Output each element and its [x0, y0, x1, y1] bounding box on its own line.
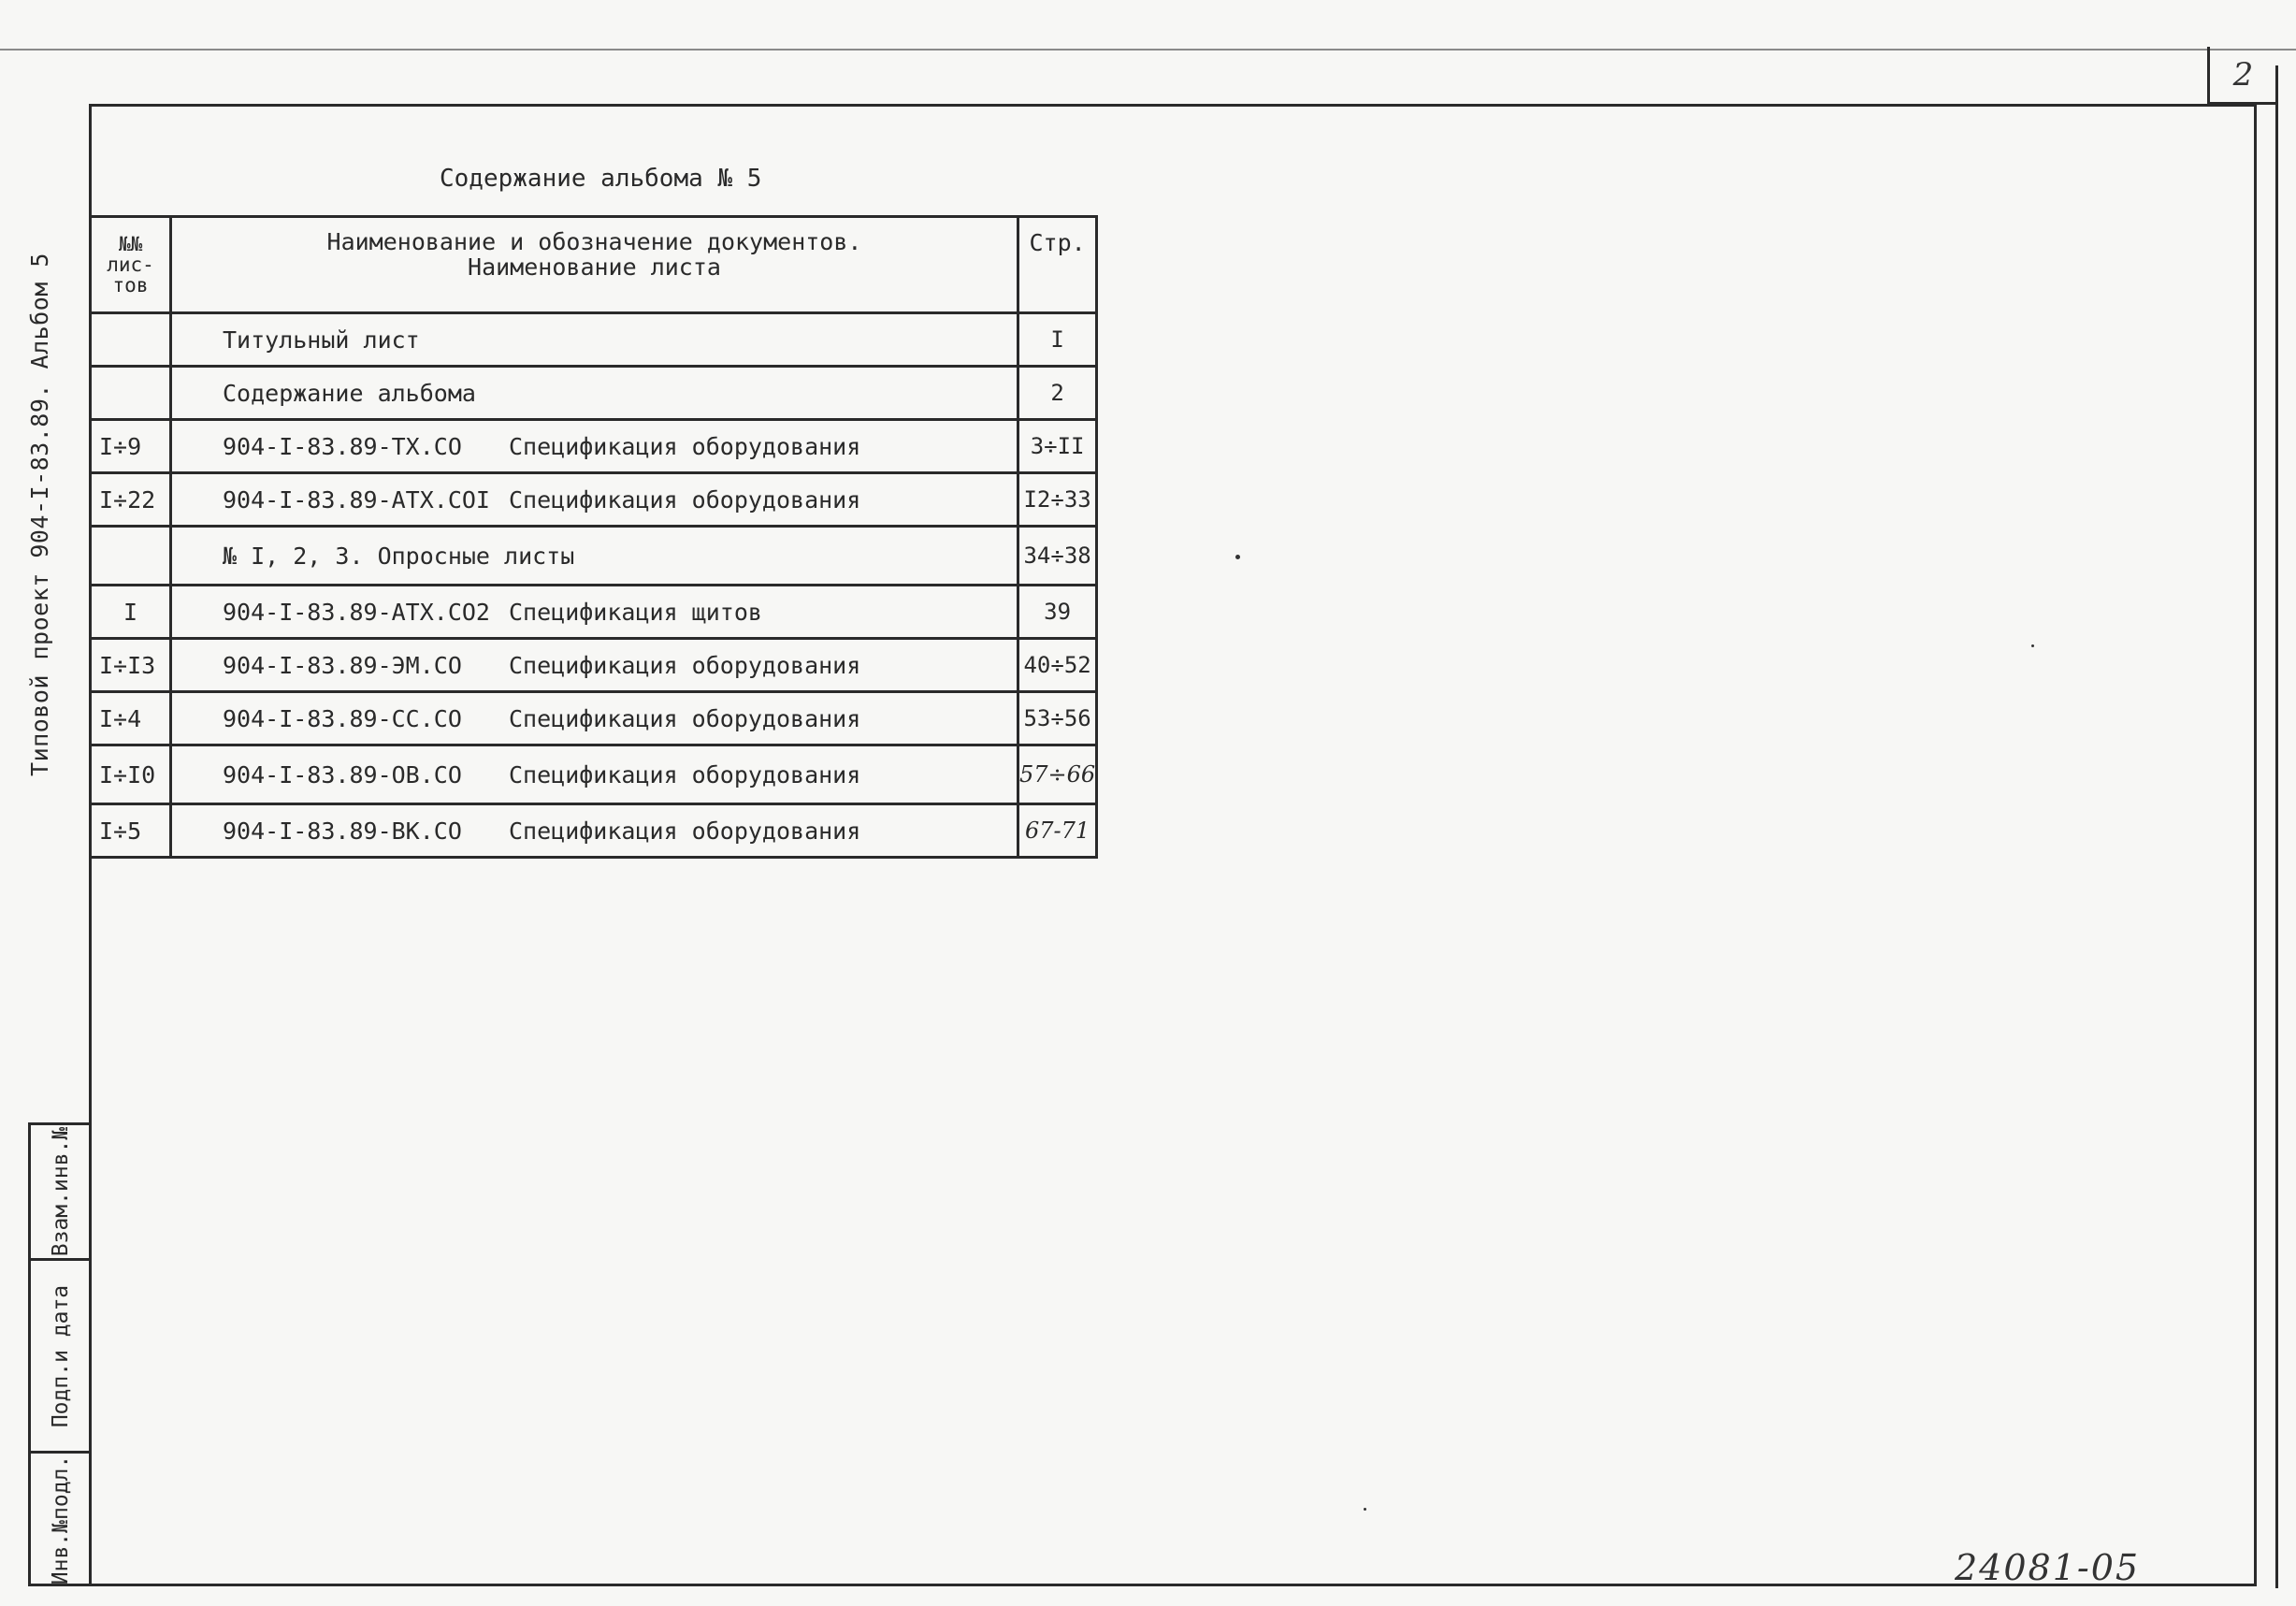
- contents-table: [89, 215, 1098, 859]
- row-name-cell: [171, 745, 1018, 804]
- header-sheet-numbers-line1: №№: [118, 233, 143, 255]
- header-sheet-numbers-line2: лис-: [107, 253, 154, 276]
- row-name-cell: [171, 473, 1018, 527]
- header-sheet-numbers: [91, 217, 171, 313]
- row-page: 34÷38: [1018, 527, 1097, 586]
- row-page: I2÷33: [1018, 473, 1097, 527]
- row-name: Спецификация щитов: [509, 598, 762, 626]
- table-row: [91, 527, 1097, 586]
- row-name: Спецификация оборудования: [509, 760, 861, 789]
- row-name: Спецификация оборудования: [509, 704, 861, 732]
- table-row: [91, 586, 1097, 639]
- row-sheets: [91, 313, 171, 367]
- page-number: 2: [2232, 55, 2254, 94]
- row-page: 2: [1018, 367, 1097, 420]
- stamp-cell-signature: [31, 1261, 91, 1454]
- table-row: [91, 804, 1097, 858]
- table-row: [91, 639, 1097, 692]
- archive-number: 24081-05: [1955, 1547, 2141, 1588]
- stamp-cell-replacement: [31, 1125, 91, 1261]
- row-name: Спецификация оборудования: [509, 432, 861, 460]
- table-row: [91, 473, 1097, 527]
- table-row: [91, 692, 1097, 745]
- row-name: Спецификация оборудования: [509, 817, 861, 845]
- scan-speck: [1364, 1508, 1366, 1511]
- row-page: 57÷66: [1018, 745, 1097, 804]
- table-row: [91, 313, 1097, 367]
- row-name: Титульный лист: [223, 326, 420, 354]
- row-name-cell: [171, 420, 1018, 473]
- row-code: 904-I-83.89-ВК.СО: [223, 817, 462, 845]
- row-name-cell: [171, 639, 1018, 692]
- row-code: 904-I-83.89-АТХ.СО2: [223, 598, 490, 626]
- page-number-box: [2207, 47, 2276, 105]
- row-sheets: I÷5: [91, 804, 171, 858]
- header-document-name-line2: Наименование листа: [468, 253, 721, 281]
- row-sheets: I÷I0: [91, 745, 171, 804]
- row-sheets: I÷I3: [91, 639, 171, 692]
- row-code: 904-I-83.89-ОВ.СО: [223, 760, 462, 789]
- row-name: Содержание альбома: [223, 379, 476, 407]
- side-label-text: Типовой проект 904-I-83.89. Альбом 5: [26, 253, 53, 776]
- table-row: [91, 367, 1097, 420]
- table-header-row: [91, 217, 1097, 313]
- row-sheets: [91, 527, 171, 586]
- row-page: 3÷II: [1018, 420, 1097, 473]
- row-sheets: I: [91, 586, 171, 639]
- stamp-label-replacement: Взам.инв.№: [49, 1126, 73, 1257]
- page-top-edge: [0, 49, 2296, 51]
- row-name: Спецификация оборудования: [509, 485, 861, 514]
- row-page: I: [1018, 313, 1097, 367]
- row-page: 39: [1018, 586, 1097, 639]
- stamp-cell-inventory: [31, 1454, 91, 1586]
- header-document-name: [171, 217, 1018, 313]
- scan-speck: [1235, 555, 1240, 559]
- table-row: [91, 420, 1097, 473]
- contents-title: Содержание альбома № 5: [440, 165, 762, 193]
- header-document-name-line1: Наименование и обозначение документов.: [326, 228, 862, 255]
- row-code: 904-I-83.89-СС.СО: [223, 704, 462, 732]
- row-code: 904-I-83.89-ТХ.СО: [223, 432, 462, 460]
- stamp-label-inventory: Инв.№подл.: [49, 1454, 73, 1585]
- frame-right-edge: [2275, 65, 2278, 1588]
- row-name-cell: [171, 313, 1018, 367]
- row-sheets: I÷9: [91, 420, 171, 473]
- header-page: Стр.: [1018, 217, 1097, 313]
- row-page: 53÷56: [1018, 692, 1097, 745]
- row-name: Спецификация оборудования: [509, 651, 861, 679]
- row-page: 67-71: [1018, 804, 1097, 858]
- row-name-cell: [171, 527, 1018, 586]
- row-sheets: I÷4: [91, 692, 171, 745]
- row-name-cell: [171, 804, 1018, 858]
- scan-speck: [2031, 644, 2034, 647]
- row-name-cell: [171, 367, 1018, 420]
- approval-stamp: [28, 1122, 91, 1586]
- header-sheet-numbers-line3: тов: [112, 274, 149, 297]
- row-sheets: [91, 367, 171, 420]
- row-code: 904-I-83.89-ЭМ.СО: [223, 651, 462, 679]
- row-code: 904-I-83.89-АТХ.СОI: [223, 485, 490, 514]
- row-name-cell: [171, 692, 1018, 745]
- row-name: № I, 2, 3. Опросные листы: [223, 542, 575, 570]
- table-row: [91, 745, 1097, 804]
- row-name-cell: [171, 586, 1018, 639]
- row-page: 40÷52: [1018, 639, 1097, 692]
- stamp-label-signature: Подп.и дата: [49, 1284, 73, 1427]
- row-sheets: I÷22: [91, 473, 171, 527]
